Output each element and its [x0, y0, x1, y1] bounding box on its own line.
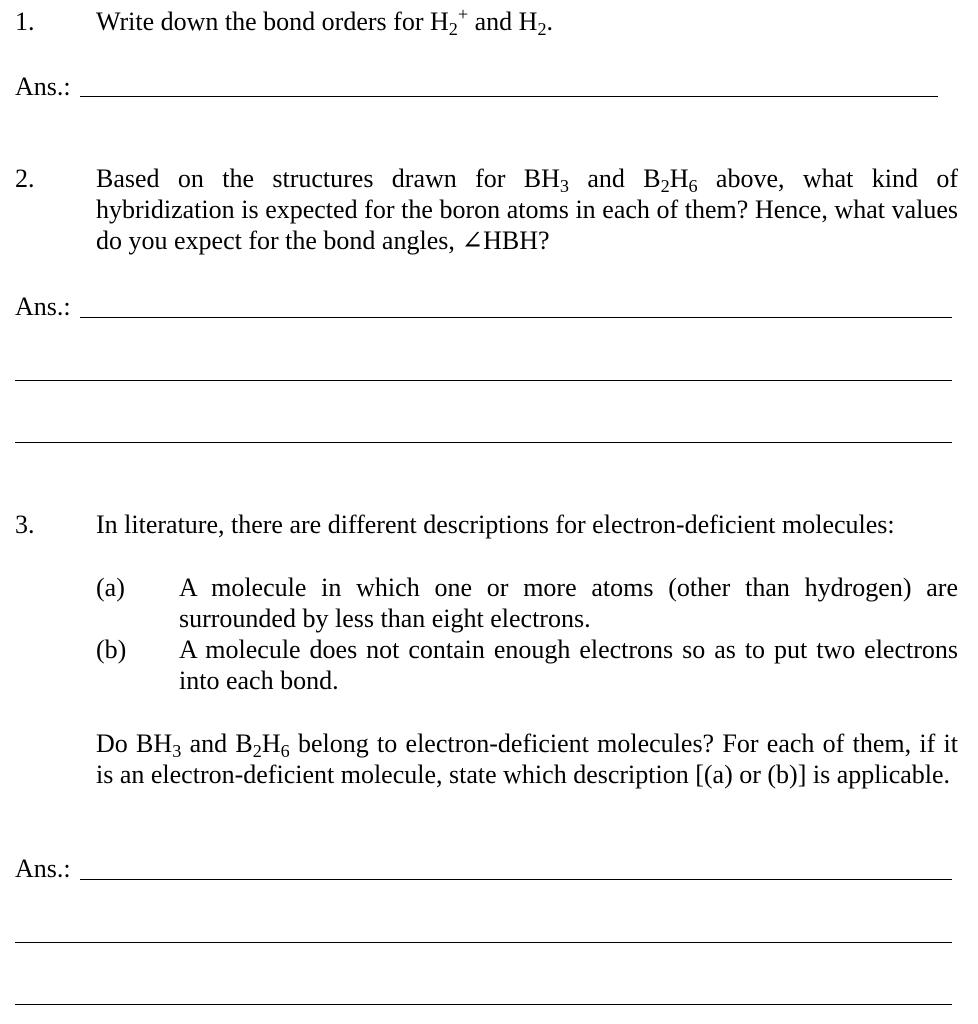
option-a-label: (a)	[96, 573, 125, 602]
question-3-intro: In literature, there are different descriptions for electron-deficient molecules:	[96, 510, 895, 539]
answer-2-line-2[interactable]	[15, 380, 952, 381]
answer-1-line-1[interactable]	[80, 96, 938, 97]
option-b-label: (b)	[96, 635, 127, 664]
option-b-text: A molecule does not contain enough electrons so as to put two electrons into each bond.	[179, 635, 958, 695]
option-a-text: A molecule in which one or more atoms (other than hydrogen) are surrounded by less than eight electrons.	[179, 573, 958, 633]
answer-2-label: Ans.:	[15, 292, 71, 321]
answer-2-line-3[interactable]	[15, 442, 952, 443]
answer-1-label: Ans.:	[15, 72, 71, 101]
answer-3-line-2[interactable]	[15, 942, 952, 943]
question-3-text: Do $BH_3$ and $B_2H_6$ belong to electron-deficient molecules? For each of them, if it is an electron-deficient molecule, state which description [(a) or (b)] is applicable.	[96, 729, 958, 789]
question-2-number: 2.	[15, 164, 35, 193]
answer-3-line-3[interactable]	[15, 1004, 952, 1005]
question-1-number: 1.	[15, 7, 35, 36]
answer-3-line-1[interactable]	[80, 879, 952, 880]
question-2-text: Based on the structures drawn for $BH_3$ and $B_2H_6$ above, what kind of hybridization is expected for the boron atoms in each of them? Hence, what values do you expect for the bond angles, ∠HBH?	[96, 164, 958, 255]
question-3-number: 3.	[15, 510, 35, 539]
answer-2-line-1[interactable]	[80, 317, 952, 318]
answer-3-label: Ans.:	[15, 854, 71, 883]
question-1-text: Write down the bond orders for $H_2^+$ and $H_2$.	[96, 4, 554, 40]
